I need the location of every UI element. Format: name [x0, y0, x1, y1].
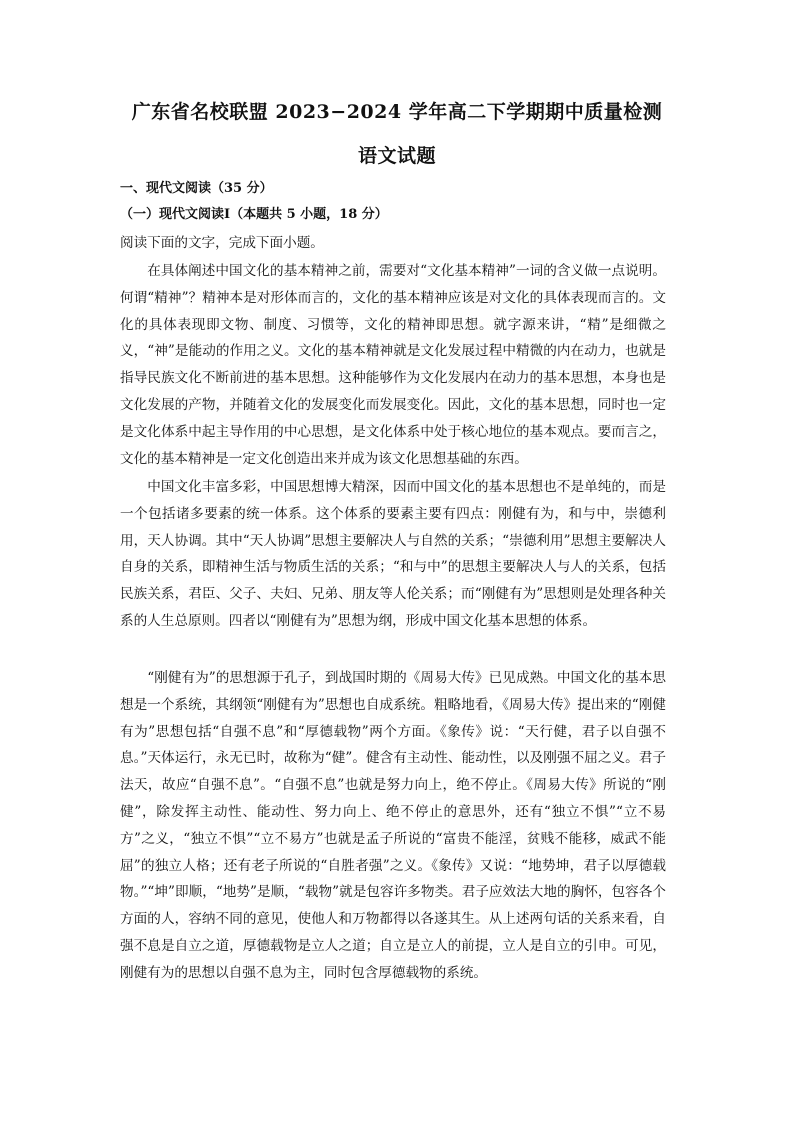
exam-subtitle: 语文试题 — [357, 145, 436, 167]
passage-paragraph-2: 中国文化丰富多彩，中国思想博大精深，因而中国文化的基本思想也不是单纯的，而是一个包括诸多要素的统一体系。这个体系的要素主要有四点：刚健有为，和与中，崇德利用，天人协调。其中“天人协调”思想主要解决人与自然的关系；“崇德利用”思想主要解决人自身的关系，即精神生活与物质生活的关系；“和与中”的思想主要解决人与人的关系，包括民族关系，君臣、父子、夫妇、兄弟、朋友等人伦关系；而“刚健有为”思想则是处理各种关系的人生总原则。四者以“刚健有为”思想为纲，形成中国文化基本思想的体系。 — [120, 479, 666, 629]
exam-title: 广东省名校联盟 2023−2024 学年高二下学期期中质量检测 — [131, 101, 663, 123]
subsection-heading: （一）现代文阅读Ⅰ（本题共 5 小题，18 分） — [120, 207, 388, 222]
reading-instruction: 阅读下面的文字，完成下面小题。 — [120, 235, 324, 251]
section-heading: 一、现代文阅读（35 分） — [120, 181, 273, 196]
passage-paragraph-3: “刚健有为”的思想源于孔子，到战国时期的《周易大传》已见成熟。中国文化的基本思想是一个系统，其纲领“刚健有为”思想也自成系统。粗略地看，《周易大传》提出来的“刚健有为”思想包括“自强不息”和“厚德载物”两个方面。《象传》说：“天行健，君子以自强不息。”天体运行，永无已时，故称为“健”。健含有主动性、能动性，以及刚强不屈之义。君子法天，故应“自强不息”。“自强不息”也就是努力向上，绝不停止。《周易大传》所说的“刚健”，除发挥主动性、能动性、努力向上、绝不停止的意思外，还有“独立不惧”“立不易方”之义，“独立不惧”“立不易方”也就是孟子所说的“富贵不能淫，贫贱不能移，威武不能屈”的独立人格；还有老子所说的“自胜者强”之义。《象传》又说：“地势坤，君子以厚德载物。”“坤”即顺，“地势”是顺，“载物”就是包容许多物类。君子应效法大地的胸怀，包容各个方面的人，容纳不同的意见，使他人和万物都得以各遂其生。从上述两句话的关系来看，自强不息是自立之道，厚德载物是立人之道；自立是立人的前提，立人是自立的引申。可见，刚健有为的思想以自强不息为主，同时包含厚德载物的系统。 — [120, 670, 666, 981]
passage-paragraph-1: 在具体阐述中国文化的基本精神之前，需要对“文化基本精神”一词的含义做一点说明。何谓“精神”？精神本是对形体而言的，文化的基本精神应该是对文化的具体表现而言的。文化的具体表现即文物、制度、习惯等，文化的精神即思想。就字源来讲，“精”是细微之义，“神”是能动的作用之义。文化的基本精神就是文化发展过程中精微的内在动力，也就是指导民族文化不断前进的基本思想。这种能够作为文化发展内在动力的基本思想，本身也是文化发展的产物，并随着文化的发展变化而发展变化。因此，文化的基本思想，同时也一定是文化体系中起主导作用的中心思想，是文化体系中处于核心地位的基本观点。要而言之，文化的基本精神是一定文化创造出来并成为该文化思想基础的东西。 — [120, 263, 666, 467]
